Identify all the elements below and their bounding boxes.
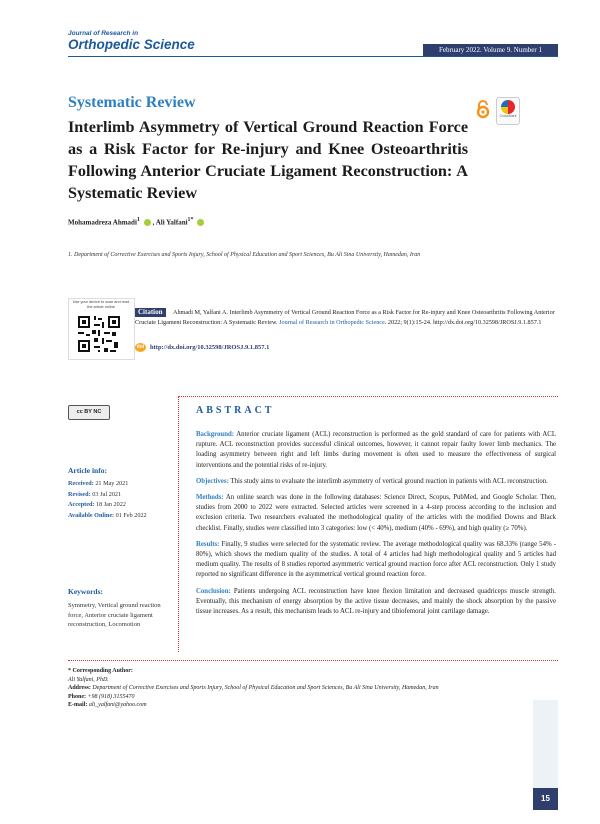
abstract-methods: Methods: An online search was done in the following databases: Science Direct, Scopus, PubMed, and Google Scholar. Then, studies from 2000 to 2022 were extracted. Selected articles were screened in a 4-step process according to the inclusion and exclusion criteria. Two researchers evaluated the methodological quality of the articles with the modified Downs and Black checklist. Finally, studies were classified into 3 categories: low (< 40%), medium (40% - 69%), and high quality (≥ 70%).: [196, 494, 556, 532]
online-date: Available Online: 01 Feb 2022: [68, 511, 147, 519]
accepted-date: Accepted: 18 Jan 2022: [68, 501, 126, 508]
article-info-title: Article info:: [68, 466, 107, 475]
abstract-objectives: Objectives: This study aims to evaluate the interlimb asymmetry of vertical ground reaction in patients with ACL reconstruction.: [196, 477, 548, 485]
cc-license-icon[interactable]: cc BY NC: [68, 405, 110, 420]
orcid-icon[interactable]: [144, 219, 151, 226]
column-divider: [178, 396, 179, 652]
journal-subtitle: Journal of Research in: [68, 30, 139, 37]
abstract-conclusion: Conclusion: Patients undergoing ACL reconstruction have knee flexion limitation and decreased quadriceps muscle strength. Eventually, this mechanism of energy absorption by the active tissue decreases, and mainly the shock absorption by the passive tissue increases. As a result, this mechanism leads to ACL re-injury and tibiofemoral joint cartilage damage.: [196, 587, 556, 616]
received-date: Received: 21 May 2021: [68, 480, 129, 487]
article-type: Systematic Review: [68, 94, 196, 111]
issue-info: February 2022. Volume 9. Number 1: [423, 44, 558, 56]
authors: Mohamadreza Ahmadi$^1$ , Ali Yalfani$^{1*}$: [68, 217, 206, 226]
author-name[interactable]: Ali Yalfani: [155, 218, 188, 227]
header-rule: [68, 56, 558, 57]
doi-link[interactable]: http://dx.doi.org/10.32598/JROSJ.9.1.857.1: [150, 343, 270, 351]
crossmark-icon[interactable]: CrossMark: [496, 97, 520, 125]
article-title: Interlimb Asymmetry of Vertical Ground Reaction Force as a Risk Factor for Re-injury and Knee Osteoarthritis Following Anterior Cruciate Ligament Reconstruction: A Systematic Review: [68, 118, 468, 202]
journal-link[interactable]: Journal of Research in Orthopedic Science: [279, 318, 385, 326]
open-access-icon[interactable]: [474, 99, 492, 119]
citation-label: Citation: [135, 308, 166, 317]
page-side-bar: [533, 700, 558, 788]
doi-icon: doi: [136, 344, 145, 350]
corresponding-author: * Corresponding Author: Ali Yalfani, PhD. Address: Department of Corrective Exercises and Sports Injury, School of Physical Education and Sport Sciences, Bu Ali Sina University, Hamedan, Iran Phone: +98 (918) 3155470 E-mail: ali_yalfani@yahoo.com: [68, 668, 439, 708]
abstract-background: Background: Anterior cruciate ligament (ACL) reconstruction is performed as the gold standard of care for patients with ACL rupture. ACL reconstruction provides successful clinical outcomes, however, it cannot repair faulty lower limb mechanics. The loading asymmetry between right and left limbs during movement is often used to measure the effectiveness of surgical interventions and the potential risks of re-injury.: [196, 431, 556, 469]
orcid-icon[interactable]: [197, 219, 204, 226]
affiliation: 1. Department of Corrective Exercises and Sports Injury, School of Physical Education and Sport Sciences, Bu Ali Sina University, Hamedan, Iran: [68, 252, 421, 258]
abstract-results: Results: Finally, 9 studies were selected for the systematic review. The average methodological quality was 68.33% (range 54% - 80%), which shows the medium quality of the studies. A total of 4 articles had high methodological quality and 5 articles had medium quality. The results of 8 studies reported asymmetric vertical ground reaction force after ACL reconstruction. Only 1 study reported no significant difference in the asymmetrical vertical ground reaction force.: [196, 540, 556, 579]
qr-code-icon[interactable]: [76, 314, 122, 354]
abstract-top-divider: [178, 396, 558, 397]
keywords-title: Keywords:: [68, 587, 103, 596]
email-link[interactable]: ali_yalfani@yahoo.com: [87, 702, 147, 708]
abstract-heading: ABSTRACT: [196, 405, 275, 416]
keywords-text: Symmetry, Vertical ground reaction force, Anterior cruciate ligament reconstruction, Locomotion: [68, 602, 161, 628]
citation-text: Ahmadi M, Yalfani A. Interlimb Asymmetry of Vertical Ground Reaction Force as a Risk Factor for Re-injury and Knee Osteoarthritis Following Anterior Cruciate Ligament Reconstruction: A Systematic Review. Journal of Research in Orthopedic Science. 2022; 9(1):15-24. http://dx.doi.org/10.32598/JROSJ.9.1.857.1: [135, 309, 555, 326]
author-name[interactable]: Mohamadreza Ahmadi: [68, 218, 137, 227]
revised-date: Revised: 03 Jul 2021: [68, 490, 122, 498]
qr-caption: Use your device to scan and read the article online: [72, 300, 130, 309]
abstract-body: [196, 430, 556, 623]
article-info: [68, 479, 176, 521]
footer-divider: [68, 660, 558, 661]
doi-line: [135, 343, 269, 352]
page-number: 15: [533, 788, 558, 810]
journal-title: Orthopedic Science: [68, 37, 195, 52]
